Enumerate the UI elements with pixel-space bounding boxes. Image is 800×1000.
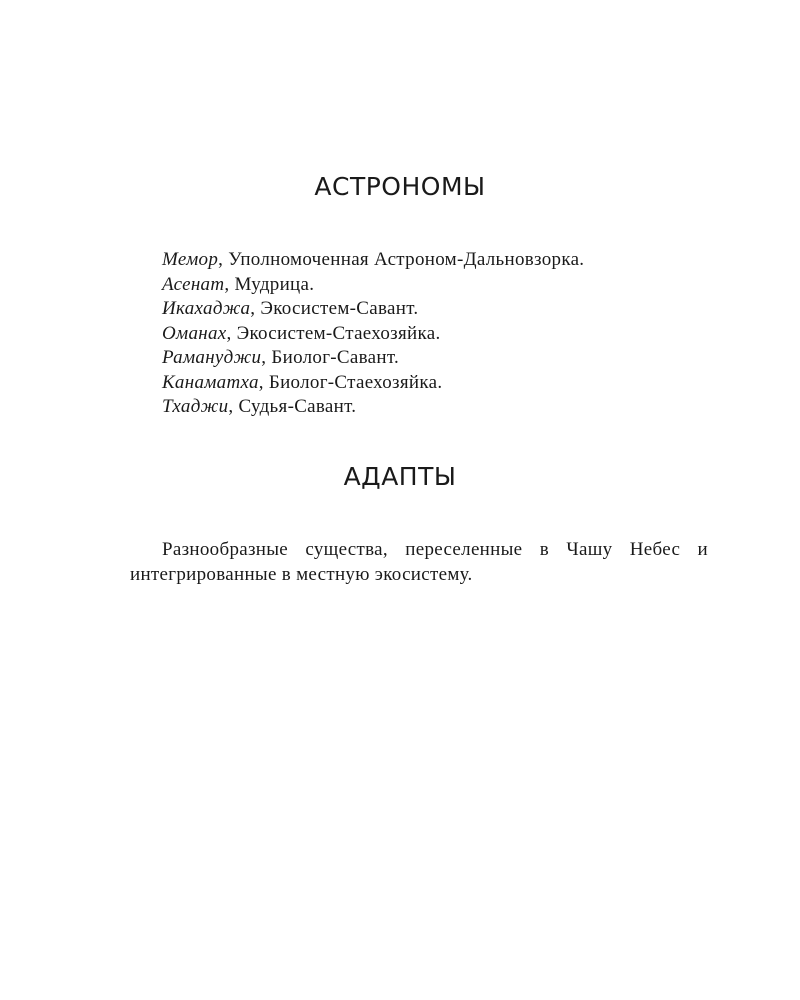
- entry-role: , Судья-Савант.: [228, 396, 357, 417]
- list-item: [162, 346, 584, 371]
- entry-name: Оманах: [162, 322, 227, 344]
- list-item: [162, 371, 584, 396]
- entry-name: Икахаджа: [162, 298, 251, 319]
- entry-role: , Уполномоченная Астроном-Дальновзорка.: [218, 249, 585, 270]
- entry-name: Рамануджи: [162, 347, 262, 368]
- entry-role: , Экосистем-Стаехозяйка.: [226, 322, 441, 344]
- entry-role: , Биолог-Савант.: [261, 347, 400, 368]
- entry-role: , Экосистем-Савант.: [250, 298, 419, 319]
- entry-name: Мемор: [162, 249, 219, 270]
- entry-name: Тхаджи: [162, 396, 229, 417]
- entry-role: , Биолог-Стаехозяйка.: [258, 371, 443, 393]
- list-item: [162, 395, 584, 420]
- entry-name: Канаматха: [162, 371, 259, 393]
- list-item: [162, 322, 584, 347]
- entry-role: , Мудрица.: [224, 273, 315, 295]
- list-item: [162, 297, 584, 322]
- list-item: [162, 248, 584, 273]
- entry-name: Асенат: [162, 273, 225, 295]
- astronomers-list: [162, 248, 584, 420]
- astronomers-heading: АСТРОНОМЫ: [314, 172, 486, 201]
- adapts-heading: АДАПТЫ: [343, 462, 457, 491]
- adapts-description: Разнообразные существа, переселенные в Чашу Небес и интегрированные в местную экосистему.: [130, 539, 708, 585]
- list-item: [162, 273, 584, 298]
